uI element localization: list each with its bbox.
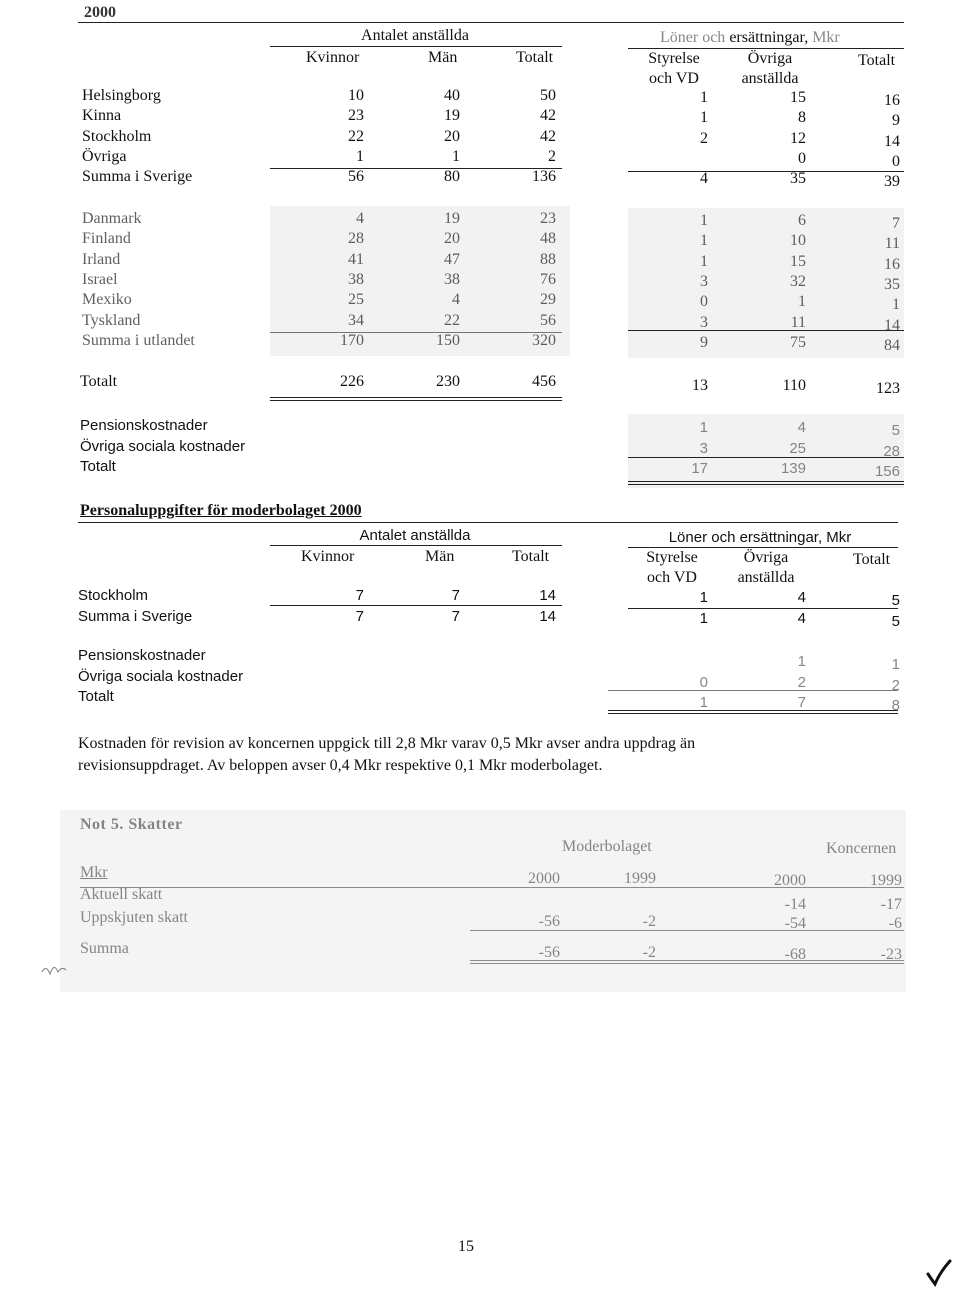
row-label: Summa i Sverige	[82, 168, 193, 186]
cell-tt: 11	[884, 235, 900, 253]
cell-k: 38	[348, 270, 364, 288]
row-label: Totalt	[78, 688, 114, 705]
cell-tt: 1	[891, 656, 900, 673]
cell-o: 35	[790, 170, 806, 188]
col-kvinnor: Kvinnor	[306, 49, 360, 66]
parent-col-styrelse: Styrelse och VD	[646, 549, 698, 586]
cell-tt: 14	[884, 132, 900, 150]
abroad-sum-rule-right	[628, 330, 904, 331]
tax-col-2000b: 2000	[774, 872, 806, 889]
row-label: Kinna	[82, 107, 122, 125]
cell-o: 8	[798, 109, 806, 127]
cell-o: 32	[790, 272, 806, 290]
cell-s: 3	[700, 313, 708, 331]
cell-o: 110	[782, 377, 806, 394]
cell-tt: 28	[883, 442, 900, 460]
row-label: Finland	[82, 230, 131, 248]
cell-m: 7	[451, 587, 460, 604]
cell-tt: 5	[891, 422, 900, 439]
row-label: Pensionskostnader	[80, 417, 208, 434]
parent-col-ovriga: Övriga anställda	[737, 549, 795, 586]
row-label: Totalt	[80, 458, 116, 475]
cell-k: 10	[348, 87, 364, 104]
cell-t: 14	[539, 587, 556, 604]
employees-header: Antalet anställda	[361, 27, 469, 44]
row-label: Summa i utlandet	[82, 331, 195, 349]
cell-s: 9	[700, 333, 708, 351]
parent-salaries-rule	[628, 547, 898, 548]
row-label: Mexiko	[82, 291, 132, 309]
cell-s: 1	[699, 419, 708, 436]
cell-tt: 156	[874, 463, 900, 480]
cell-s: 0	[699, 673, 708, 691]
parent-col-totalt2: Totalt	[853, 551, 891, 568]
row-label: Tyskland	[82, 311, 141, 329]
cell-s: 1	[700, 252, 708, 270]
header-rule	[78, 22, 904, 23]
cell-m: 19	[444, 107, 460, 125]
revision-note-line2: revisionsuppdraget. Av beloppen avser 0,4 Mkr respektive 0,1 Mkr moderbolaget.	[78, 757, 603, 774]
tax-rule	[470, 930, 904, 931]
tax-row-label: Uppskjuten skatt	[80, 909, 188, 926]
cell-o: 12	[790, 129, 806, 147]
group-total-double-rule	[270, 397, 562, 401]
employees-header-rule	[270, 46, 562, 47]
parent-title: Personaluppgifter för moderbolaget 2000	[80, 502, 362, 519]
tax-cell-d: -6	[888, 915, 902, 932]
cell-k: 28	[348, 230, 364, 248]
tax-cell-c: -54	[784, 915, 806, 932]
cell-s: 1	[699, 694, 708, 711]
cell-s: 1	[700, 212, 708, 229]
cell-t: 48	[540, 230, 556, 248]
parent-costs-double-rule	[608, 710, 898, 714]
cell-o: 1	[798, 293, 806, 311]
tax-double-rule	[470, 960, 904, 964]
cell-k: 226	[340, 373, 364, 390]
cell-m: 4	[452, 291, 460, 309]
tax-cell-b: -2	[642, 944, 656, 961]
cell-s: 17	[691, 460, 708, 477]
row-label: Totalt	[80, 373, 118, 390]
parent-col-man: Män	[425, 548, 455, 565]
tax-col-1999a: 1999	[624, 870, 656, 887]
parent-title-rule	[78, 522, 898, 523]
abroad-sum-rule-left	[270, 332, 562, 333]
cell-m: 7	[451, 608, 460, 625]
page-number: 15	[458, 1238, 474, 1255]
cell-tt: 2	[891, 676, 900, 694]
cell-t: 50	[540, 87, 556, 104]
costs-double-rule	[628, 481, 904, 485]
row-label: Danmark	[82, 210, 142, 227]
cell-t: 42	[540, 127, 556, 145]
revision-note-line1: Kostnaden för revision av koncernen uppgick till 2,8 Mkr varav 0,5 Mkr avser andra uppdrag än	[78, 735, 696, 752]
cell-tt: 5	[891, 613, 900, 630]
tax-cell-d: -23	[880, 946, 902, 963]
cell-t: 56	[540, 311, 556, 329]
cell-o: 4	[797, 610, 806, 627]
cell-o: 75	[790, 333, 806, 351]
cell-tt: 1	[892, 296, 900, 314]
salaries-header: Löner och ersättningar, Mkr	[660, 29, 840, 46]
cell-tt: 9	[892, 112, 900, 130]
year-header: 2000	[84, 4, 116, 21]
cell-o: 6	[798, 212, 806, 229]
sweden-sum-rule-right	[628, 171, 904, 172]
cell-tt: 5	[891, 592, 900, 609]
parent-rule-left	[270, 605, 562, 606]
tax-header-moder: Moderbolaget	[562, 838, 652, 855]
col-ovriga: Övriga anställda	[741, 50, 799, 87]
cell-o: 7	[797, 694, 806, 711]
cell-o: 25	[789, 439, 806, 457]
cell-tt: 14	[884, 316, 900, 334]
cell-tt: 123	[876, 380, 900, 397]
cell-m: 40	[444, 87, 460, 104]
cell-k: 7	[355, 587, 364, 604]
tax-cell-c: -68	[784, 946, 806, 963]
cell-m: 38	[444, 270, 460, 288]
row-label: Övriga sociala kostnader	[78, 667, 244, 685]
col-totalt: Totalt	[516, 49, 554, 66]
cell-tt: 39	[884, 173, 900, 191]
cell-o: 10	[790, 232, 806, 250]
cell-s: 3	[700, 272, 708, 290]
tax-cell-c: -14	[784, 896, 806, 913]
cell-o: 1	[797, 653, 806, 670]
cell-o: 15	[790, 252, 806, 270]
cell-t: 42	[540, 107, 556, 125]
cell-t: 136	[532, 168, 556, 186]
col-totalt2: Totalt	[858, 52, 896, 69]
cell-t: 456	[532, 373, 556, 390]
cell-k: 22	[348, 127, 364, 145]
tax-row-label: Summa	[80, 940, 129, 957]
tax-cell-a: -56	[538, 913, 560, 930]
cell-t: 88	[540, 250, 556, 268]
cell-m: 20	[444, 230, 460, 248]
cell-t: 320	[532, 331, 556, 349]
row-label: Övriga	[82, 147, 127, 165]
tax-cell-a: -56	[538, 944, 560, 961]
cell-o: 4	[797, 419, 806, 436]
cell-s: 0	[700, 293, 708, 311]
salaries-header-rule	[628, 48, 904, 49]
row-label: Stockholm	[82, 127, 152, 145]
cell-tt: 16	[884, 255, 900, 273]
cell-k: 25	[348, 291, 364, 309]
col-styrelse: Styrelse och VD	[648, 50, 700, 87]
cell-s: 1	[700, 109, 708, 127]
cell-o: 139	[780, 460, 806, 477]
tax-header-koncern: Koncernen	[826, 840, 897, 857]
parent-col-kvinnor: Kvinnor	[301, 548, 355, 565]
row-label: Pensionskostnader	[78, 647, 206, 664]
cell-o: 0	[798, 149, 806, 167]
cell-s: 1	[700, 232, 708, 250]
cell-m: 47	[444, 250, 460, 268]
cell-t: 2	[548, 147, 556, 165]
cell-m: 22	[444, 311, 460, 329]
cell-tt: 35	[884, 275, 900, 293]
cell-o: 2	[797, 673, 806, 691]
cell-k: 7	[355, 608, 364, 625]
tax-row-label: Aktuell skatt	[80, 886, 163, 903]
cell-s: 4	[700, 170, 708, 188]
cell-s: 2	[700, 129, 708, 147]
row-label: Israel	[82, 270, 118, 288]
cell-s: 1	[699, 589, 708, 606]
cell-m: 150	[436, 331, 460, 349]
cell-m: 80	[444, 168, 460, 186]
cell-tt: 7	[892, 215, 900, 232]
cell-k: 1	[356, 147, 364, 165]
sweden-sum-rule-left	[270, 168, 562, 169]
tax-title: Not 5. Skatter	[80, 816, 183, 833]
row-label: Irland	[82, 250, 121, 268]
tax-col-mkr: Mkr	[80, 864, 108, 881]
cell-s: 3	[699, 439, 708, 457]
cell-k: 23	[348, 107, 364, 125]
cell-m: 20	[444, 127, 460, 145]
row-label: Summa i Sverige	[78, 608, 193, 625]
parent-employees-header: Antalet anställda	[359, 527, 471, 544]
cell-k: 170	[340, 331, 364, 349]
parent-employees-rule	[270, 545, 562, 546]
cell-t: 29	[540, 291, 556, 309]
costs-rule	[628, 457, 904, 458]
row-label: Stockholm	[78, 587, 149, 604]
tax-col-2000a: 2000	[528, 870, 560, 887]
cell-o: 11	[790, 313, 806, 331]
parent-costs-rule	[608, 690, 898, 691]
parent-salaries-header: Löner och ersättningar, Mkr	[668, 529, 852, 546]
cell-t: 76	[540, 270, 556, 288]
cell-k: 56	[348, 168, 364, 186]
tax-cell-b: -2	[642, 913, 656, 930]
row-label: Övriga sociala kostnader	[80, 437, 246, 455]
tax-header-rule	[80, 887, 904, 888]
cell-t: 23	[540, 210, 556, 227]
row-label: Helsingborg	[82, 87, 161, 104]
cell-s: 1	[699, 610, 708, 627]
cell-k: 4	[356, 210, 364, 227]
cell-t: 14	[539, 608, 556, 625]
cell-m: 230	[436, 373, 460, 390]
col-man: Män	[428, 49, 458, 66]
cell-tt: 84	[884, 336, 900, 354]
handwritten-scribble-icon	[40, 958, 70, 982]
cell-o: 4	[797, 589, 806, 606]
checkmark-icon	[924, 1258, 954, 1288]
cell-k: 34	[348, 311, 364, 329]
cell-m: 1	[452, 147, 460, 165]
parent-rule-right	[628, 608, 898, 609]
cell-k: 41	[348, 250, 364, 268]
cell-tt: 0	[892, 152, 900, 170]
cell-tt: 8	[891, 697, 900, 714]
cell-tt: 16	[884, 92, 900, 109]
tax-col-1999b: 1999	[870, 872, 902, 889]
cell-m: 19	[444, 210, 460, 227]
parent-col-totalt: Totalt	[512, 548, 550, 565]
cell-s: 13	[692, 377, 708, 394]
tax-cell-d: -17	[880, 896, 902, 913]
cell-s: 1	[700, 89, 708, 106]
cell-o: 15	[790, 89, 806, 106]
